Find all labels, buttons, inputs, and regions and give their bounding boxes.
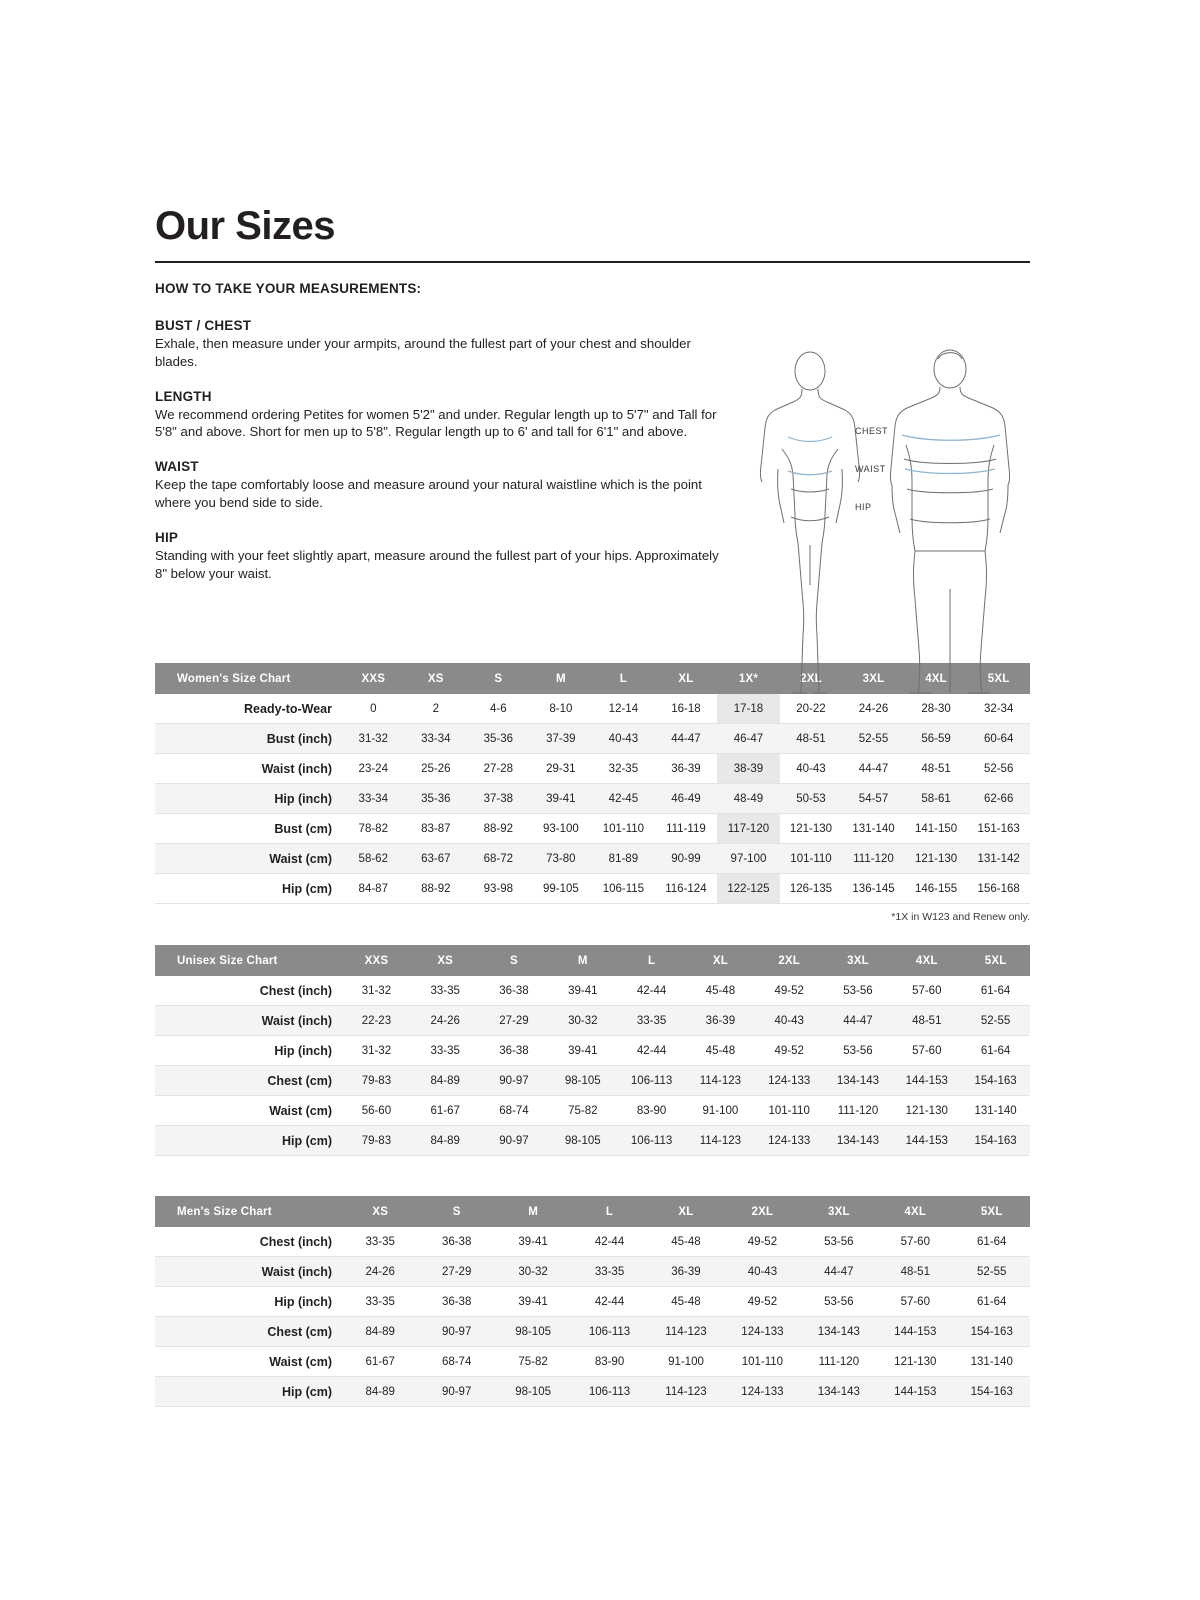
table-cell: 83-87 bbox=[405, 814, 468, 844]
table-row bbox=[155, 1377, 1030, 1407]
table-cell: 54-57 bbox=[842, 784, 905, 814]
table-cell: 90-97 bbox=[418, 1317, 494, 1347]
table-cell: 57-60 bbox=[892, 1036, 961, 1066]
figure-label-waist: WAIST bbox=[855, 464, 886, 474]
table-cell: 42-45 bbox=[592, 784, 655, 814]
table-cell: 90-97 bbox=[480, 1066, 549, 1096]
row-header: Waist (cm) bbox=[155, 1096, 342, 1126]
howto-heading: HOW TO TAKE YOUR MEASUREMENTS: bbox=[155, 281, 422, 296]
table-cell: 39-41 bbox=[495, 1287, 571, 1317]
table-cell: 84-89 bbox=[411, 1066, 480, 1096]
row-header: Chest (inch) bbox=[155, 976, 342, 1006]
table-cell: 111-120 bbox=[842, 844, 905, 874]
table-cell: 121-130 bbox=[877, 1347, 953, 1377]
table-cell: 48-51 bbox=[877, 1257, 953, 1287]
column-header-l: L bbox=[617, 945, 686, 976]
male-figure-icon bbox=[890, 350, 1009, 693]
table-cell: 61-64 bbox=[961, 976, 1030, 1006]
column-header-3xl: 3XL bbox=[801, 1196, 877, 1227]
column-header-xl: XL bbox=[648, 1196, 724, 1227]
figures-illustration bbox=[755, 349, 1040, 709]
table-row bbox=[155, 874, 1030, 904]
table-cell: 122-125 bbox=[717, 874, 780, 904]
row-header: Chest (inch) bbox=[155, 1227, 342, 1257]
column-header-1x: 1X* bbox=[717, 663, 780, 694]
table-cell: 91-100 bbox=[686, 1096, 755, 1126]
column-header-xl: XL bbox=[655, 663, 718, 694]
page-title: Our Sizes bbox=[155, 204, 336, 248]
spacer bbox=[155, 1156, 1030, 1174]
table-cell: 44-47 bbox=[824, 1006, 893, 1036]
table-cell: 42-44 bbox=[617, 1036, 686, 1066]
table-cell: 36-39 bbox=[686, 1006, 755, 1036]
table-row bbox=[155, 1006, 1030, 1036]
column-header-xs: XS bbox=[411, 945, 480, 976]
table-cell: 90-97 bbox=[418, 1377, 494, 1407]
table-cell: 38-39 bbox=[717, 754, 780, 784]
figure-label-hip: HIP bbox=[855, 502, 872, 512]
row-header: Waist (inch) bbox=[155, 1006, 342, 1036]
table-cell: 154-163 bbox=[954, 1377, 1031, 1407]
table-cell: 33-35 bbox=[571, 1257, 647, 1287]
table-cell: 42-44 bbox=[571, 1287, 647, 1317]
table-cell: 48-51 bbox=[905, 754, 968, 784]
table-cell: 99-105 bbox=[530, 874, 593, 904]
table-cell: 101-110 bbox=[780, 844, 843, 874]
table-cell: 106-113 bbox=[617, 1066, 686, 1096]
table-cell: 83-90 bbox=[617, 1096, 686, 1126]
table-cell: 91-100 bbox=[648, 1347, 724, 1377]
table-cell: 44-47 bbox=[655, 724, 718, 754]
table-cell: 134-143 bbox=[824, 1126, 893, 1156]
table-cell: 27-28 bbox=[467, 754, 530, 784]
table-cell: 75-82 bbox=[495, 1347, 571, 1377]
section-heading-length: LENGTH bbox=[155, 388, 212, 404]
table-cell: 42-44 bbox=[571, 1227, 647, 1257]
table-cell: 93-98 bbox=[467, 874, 530, 904]
table-cell: 68-74 bbox=[480, 1096, 549, 1126]
table-cell: 84-87 bbox=[342, 874, 405, 904]
column-header-l: L bbox=[592, 663, 655, 694]
table-cell: 61-64 bbox=[961, 1036, 1030, 1066]
table-cell: 126-135 bbox=[780, 874, 843, 904]
table-cell: 111-120 bbox=[824, 1096, 893, 1126]
table-cell: 33-35 bbox=[342, 1227, 418, 1257]
table-cell: 111-119 bbox=[655, 814, 718, 844]
table-cell: 111-120 bbox=[801, 1347, 877, 1377]
table-cell: 20-22 bbox=[780, 694, 843, 724]
row-header: Hip (inch) bbox=[155, 1036, 342, 1066]
size-table-2 bbox=[155, 1196, 1030, 1407]
table-cell: 121-130 bbox=[780, 814, 843, 844]
column-header-2xl: 2XL bbox=[755, 945, 824, 976]
footnote: *1X in W123 and Renew only. bbox=[891, 911, 1030, 923]
table-cell: 22-23 bbox=[342, 1006, 411, 1036]
table-cell: 144-153 bbox=[892, 1126, 961, 1156]
measurement-instructions bbox=[155, 281, 1030, 641]
table-cell: 52-55 bbox=[842, 724, 905, 754]
table-cell: 93-100 bbox=[530, 814, 593, 844]
table-cell: 33-35 bbox=[411, 1036, 480, 1066]
table-cell: 33-35 bbox=[342, 1287, 418, 1317]
table-cell: 146-155 bbox=[905, 874, 968, 904]
table-cell: 134-143 bbox=[801, 1317, 877, 1347]
table-row bbox=[155, 724, 1030, 754]
table-cell: 101-110 bbox=[755, 1096, 824, 1126]
table-cell: 57-60 bbox=[892, 976, 961, 1006]
table-cell: 88-92 bbox=[405, 874, 468, 904]
column-header-xs: XS bbox=[405, 663, 468, 694]
column-header-xxs: XXS bbox=[342, 663, 405, 694]
table-cell: 53-56 bbox=[824, 976, 893, 1006]
table-cell: 151-163 bbox=[967, 814, 1030, 844]
table-cell: 40-43 bbox=[724, 1257, 800, 1287]
table-row bbox=[155, 1287, 1030, 1317]
table-cell: 101-110 bbox=[592, 814, 655, 844]
table-cell: 36-38 bbox=[418, 1287, 494, 1317]
table-cell: 50-53 bbox=[780, 784, 843, 814]
table-cell: 53-56 bbox=[824, 1036, 893, 1066]
table-cell: 44-47 bbox=[801, 1257, 877, 1287]
title-divider bbox=[155, 261, 1030, 263]
table-cell: 90-99 bbox=[655, 844, 718, 874]
column-header-s: S bbox=[418, 1196, 494, 1227]
table-cell: 124-133 bbox=[724, 1377, 800, 1407]
table-cell: 36-39 bbox=[655, 754, 718, 784]
table-cell: 49-52 bbox=[755, 976, 824, 1006]
table-cell: 154-163 bbox=[954, 1317, 1031, 1347]
table-cell: 61-67 bbox=[342, 1347, 418, 1377]
table-cell: 49-52 bbox=[724, 1287, 800, 1317]
table-cell: 84-89 bbox=[342, 1377, 418, 1407]
table-row bbox=[155, 784, 1030, 814]
table-cell: 62-66 bbox=[967, 784, 1030, 814]
table-cell: 36-39 bbox=[648, 1257, 724, 1287]
table-cell: 16-18 bbox=[655, 694, 718, 724]
table-cell: 131-140 bbox=[954, 1347, 1031, 1377]
column-header-3xl: 3XL bbox=[824, 945, 893, 976]
table-cell: 30-32 bbox=[495, 1257, 571, 1287]
table-cell: 27-29 bbox=[480, 1006, 549, 1036]
table-cell: 98-105 bbox=[548, 1126, 617, 1156]
table-cell: 39-41 bbox=[495, 1227, 571, 1257]
table-row bbox=[155, 1066, 1030, 1096]
table-cell: 124-133 bbox=[755, 1126, 824, 1156]
column-header-5xl: 5XL bbox=[967, 663, 1030, 694]
table-cell: 154-163 bbox=[961, 1066, 1030, 1096]
section-heading-hip: HIP bbox=[155, 529, 179, 545]
table-cell: 25-26 bbox=[405, 754, 468, 784]
table-cell: 58-61 bbox=[905, 784, 968, 814]
table-cell: 75-82 bbox=[548, 1096, 617, 1126]
table-row bbox=[155, 1317, 1030, 1347]
table-cell: 73-80 bbox=[530, 844, 593, 874]
column-header-5xl: 5XL bbox=[961, 945, 1030, 976]
section-body-hip: Standing with your feet slightly apart, measure around the fullest part of your hips. Approximately 8" below your waist. bbox=[155, 547, 719, 581]
table-row bbox=[155, 1347, 1030, 1377]
table-cell: 116-124 bbox=[655, 874, 718, 904]
table-cell: 44-47 bbox=[842, 754, 905, 784]
figure-axis-labels bbox=[855, 427, 888, 541]
column-header-2xl: 2XL bbox=[780, 663, 843, 694]
table-cell: 61-67 bbox=[411, 1096, 480, 1126]
table-cell: 61-64 bbox=[954, 1227, 1031, 1257]
table-cell: 79-83 bbox=[342, 1066, 411, 1096]
table-cell: 0 bbox=[342, 694, 405, 724]
column-header-2xl: 2XL bbox=[724, 1196, 800, 1227]
table-cell: 134-143 bbox=[801, 1377, 877, 1407]
table-cell: 131-140 bbox=[842, 814, 905, 844]
table-cell: 48-49 bbox=[717, 784, 780, 814]
row-header: Waist (inch) bbox=[155, 1257, 342, 1287]
table-cell: 83-90 bbox=[571, 1347, 647, 1377]
table-cell: 17-18 bbox=[717, 694, 780, 724]
table-title-1: Unisex Size Chart bbox=[155, 945, 342, 976]
table-row bbox=[155, 814, 1030, 844]
table-cell: 56-59 bbox=[905, 724, 968, 754]
body-measurement-figures bbox=[755, 349, 1040, 709]
table-cell: 33-35 bbox=[617, 1006, 686, 1036]
table-cell: 144-153 bbox=[877, 1377, 953, 1407]
table-cell: 68-74 bbox=[418, 1347, 494, 1377]
table-cell: 33-34 bbox=[405, 724, 468, 754]
female-figure-icon bbox=[760, 352, 859, 693]
column-header-4xl: 4XL bbox=[905, 663, 968, 694]
table-cell: 114-123 bbox=[686, 1066, 755, 1096]
table-cell: 101-110 bbox=[724, 1347, 800, 1377]
table-cell: 52-55 bbox=[961, 1006, 1030, 1036]
table-row bbox=[155, 844, 1030, 874]
table-row bbox=[155, 1036, 1030, 1066]
table-cell: 60-64 bbox=[967, 724, 1030, 754]
table-cell: 48-51 bbox=[780, 724, 843, 754]
table-cell: 117-120 bbox=[717, 814, 780, 844]
table-cell: 114-123 bbox=[648, 1377, 724, 1407]
table-cell: 90-97 bbox=[480, 1126, 549, 1156]
table-cell: 12-14 bbox=[592, 694, 655, 724]
table-cell: 28-30 bbox=[905, 694, 968, 724]
table-cell: 97-100 bbox=[717, 844, 780, 874]
measurement-text bbox=[155, 281, 720, 583]
table-row bbox=[155, 1257, 1030, 1287]
table-cell: 61-64 bbox=[954, 1287, 1031, 1317]
table-cell: 144-153 bbox=[892, 1066, 961, 1096]
table-cell: 114-123 bbox=[648, 1317, 724, 1347]
table-cell: 68-72 bbox=[467, 844, 530, 874]
table-cell: 49-52 bbox=[755, 1036, 824, 1066]
table-cell: 36-38 bbox=[480, 1036, 549, 1066]
row-header: Chest (cm) bbox=[155, 1066, 342, 1096]
table-cell: 58-62 bbox=[342, 844, 405, 874]
table-cell: 30-32 bbox=[548, 1006, 617, 1036]
table-cell: 121-130 bbox=[892, 1096, 961, 1126]
size-table-1 bbox=[155, 945, 1030, 1156]
row-header: Waist (inch) bbox=[155, 754, 342, 784]
table-cell: 42-44 bbox=[617, 976, 686, 1006]
table-cell: 136-145 bbox=[842, 874, 905, 904]
table-cell: 56-60 bbox=[342, 1096, 411, 1126]
row-header: Bust (inch) bbox=[155, 724, 342, 754]
table-cell: 35-36 bbox=[467, 724, 530, 754]
column-header-4xl: 4XL bbox=[877, 1196, 953, 1227]
column-header-m: M bbox=[530, 663, 593, 694]
table-cell: 31-32 bbox=[342, 976, 411, 1006]
table-cell: 33-34 bbox=[342, 784, 405, 814]
column-header-s: S bbox=[467, 663, 530, 694]
table-cell: 63-67 bbox=[405, 844, 468, 874]
section-body-length: We recommend ordering Petites for women 5'2" and under. Regular length up to 5'7" and Tall for 5'8" and above. Short for men up to 5'8". Regular length up to 6' and tall for 6'1" and above. bbox=[155, 406, 717, 440]
table-cell: 23-24 bbox=[342, 754, 405, 784]
table-cell: 52-55 bbox=[954, 1257, 1031, 1287]
column-header-xxs: XXS bbox=[342, 945, 411, 976]
table-cell: 45-48 bbox=[686, 1036, 755, 1066]
table-cell: 124-133 bbox=[755, 1066, 824, 1096]
column-header-4xl: 4XL bbox=[892, 945, 961, 976]
section-body-bust: Exhale, then measure under your armpits, around the fullest part of your chest and shoulder blades. bbox=[155, 336, 691, 369]
table-cell: 45-48 bbox=[648, 1287, 724, 1317]
table-cell: 31-32 bbox=[342, 724, 405, 754]
table-cell: 24-26 bbox=[411, 1006, 480, 1036]
table-cell: 40-43 bbox=[592, 724, 655, 754]
table-cell: 124-133 bbox=[724, 1317, 800, 1347]
table-cell: 131-140 bbox=[961, 1096, 1030, 1126]
table-cell: 48-51 bbox=[892, 1006, 961, 1036]
table-cell: 98-105 bbox=[495, 1377, 571, 1407]
table-cell: 81-89 bbox=[592, 844, 655, 874]
table-cell: 98-105 bbox=[548, 1066, 617, 1096]
table-cell: 32-35 bbox=[592, 754, 655, 784]
table-cell: 49-52 bbox=[724, 1227, 800, 1257]
section-heading-bust: BUST / CHEST bbox=[155, 318, 252, 333]
table-cell: 36-38 bbox=[418, 1227, 494, 1257]
table-row bbox=[155, 754, 1030, 784]
table-cell: 24-26 bbox=[342, 1257, 418, 1287]
table-title-2: Men's Size Chart bbox=[155, 1196, 342, 1227]
table-cell: 57-60 bbox=[877, 1227, 953, 1257]
table-cell: 40-43 bbox=[755, 1006, 824, 1036]
row-header: Hip (cm) bbox=[155, 874, 342, 904]
table-row bbox=[155, 1227, 1030, 1257]
table-cell: 37-38 bbox=[467, 784, 530, 814]
table-cell: 154-163 bbox=[961, 1126, 1030, 1156]
page-content bbox=[155, 205, 1030, 1425]
table-cell: 37-39 bbox=[530, 724, 593, 754]
table-cell: 2 bbox=[405, 694, 468, 724]
table-cell: 35-36 bbox=[405, 784, 468, 814]
row-header: Hip (inch) bbox=[155, 1287, 342, 1317]
table-cell: 134-143 bbox=[824, 1066, 893, 1096]
row-header: Hip (cm) bbox=[155, 1126, 342, 1156]
table-cell: 106-113 bbox=[617, 1126, 686, 1156]
table-cell: 29-31 bbox=[530, 754, 593, 784]
table-cell: 106-113 bbox=[571, 1377, 647, 1407]
table-cell: 4-6 bbox=[467, 694, 530, 724]
table-cell: 156-168 bbox=[967, 874, 1030, 904]
table-cell: 32-34 bbox=[967, 694, 1030, 724]
section-body-waist: Keep the tape comfortably loose and measure around your natural waistline which is the point where you bend side to side. bbox=[155, 477, 702, 511]
table-row bbox=[155, 976, 1030, 1006]
table-cell: 131-142 bbox=[967, 844, 1030, 874]
table-title-0: Women's Size Chart bbox=[155, 663, 342, 694]
table-cell: 52-56 bbox=[967, 754, 1030, 784]
table-cell: 39-41 bbox=[548, 1036, 617, 1066]
table-cell: 33-35 bbox=[411, 976, 480, 1006]
table-cell: 84-89 bbox=[342, 1317, 418, 1347]
column-header-xs: XS bbox=[342, 1196, 418, 1227]
table-cell: 40-43 bbox=[780, 754, 843, 784]
table-cell: 144-153 bbox=[877, 1317, 953, 1347]
table-cell: 78-82 bbox=[342, 814, 405, 844]
table-cell: 114-123 bbox=[686, 1126, 755, 1156]
section-heading-waist: WAIST bbox=[155, 459, 199, 475]
column-header-m: M bbox=[548, 945, 617, 976]
column-header-xl: XL bbox=[686, 945, 755, 976]
row-header: Hip (inch) bbox=[155, 784, 342, 814]
table-cell: 24-26 bbox=[842, 694, 905, 724]
row-header: Hip (cm) bbox=[155, 1377, 342, 1407]
table-cell: 45-48 bbox=[686, 976, 755, 1006]
table-cell: 106-113 bbox=[571, 1317, 647, 1347]
table-cell: 45-48 bbox=[648, 1227, 724, 1257]
row-header: Ready-to-Wear bbox=[155, 694, 342, 724]
row-header: Bust (cm) bbox=[155, 814, 342, 844]
column-header-s: S bbox=[480, 945, 549, 976]
table-cell: 53-56 bbox=[801, 1287, 877, 1317]
table-cell: 84-89 bbox=[411, 1126, 480, 1156]
column-header-l: L bbox=[571, 1196, 647, 1227]
column-header-3xl: 3XL bbox=[842, 663, 905, 694]
table-cell: 98-105 bbox=[495, 1317, 571, 1347]
table-cell: 46-49 bbox=[655, 784, 718, 814]
row-header: Waist (cm) bbox=[155, 1347, 342, 1377]
table-cell: 46-47 bbox=[717, 724, 780, 754]
row-header: Chest (cm) bbox=[155, 1317, 342, 1347]
size-tables bbox=[155, 663, 1030, 1425]
column-header-5xl: 5XL bbox=[954, 1196, 1031, 1227]
table-cell: 141-150 bbox=[905, 814, 968, 844]
table-cell: 57-60 bbox=[877, 1287, 953, 1317]
table-cell: 39-41 bbox=[530, 784, 593, 814]
table-cell: 31-32 bbox=[342, 1036, 411, 1066]
table-cell: 27-29 bbox=[418, 1257, 494, 1287]
table-cell: 79-83 bbox=[342, 1126, 411, 1156]
table-cell: 88-92 bbox=[467, 814, 530, 844]
table-cell: 121-130 bbox=[905, 844, 968, 874]
column-header-m: M bbox=[495, 1196, 571, 1227]
table-cell: 53-56 bbox=[801, 1227, 877, 1257]
table-row bbox=[155, 1096, 1030, 1126]
table-cell: 39-41 bbox=[548, 976, 617, 1006]
table-row bbox=[155, 1126, 1030, 1156]
table-cell: 36-38 bbox=[480, 976, 549, 1006]
row-header: Waist (cm) bbox=[155, 844, 342, 874]
table-cell: 106-115 bbox=[592, 874, 655, 904]
spacer bbox=[155, 1407, 1030, 1425]
figure-label-chest: CHEST bbox=[855, 426, 889, 436]
table-cell: 8-10 bbox=[530, 694, 593, 724]
